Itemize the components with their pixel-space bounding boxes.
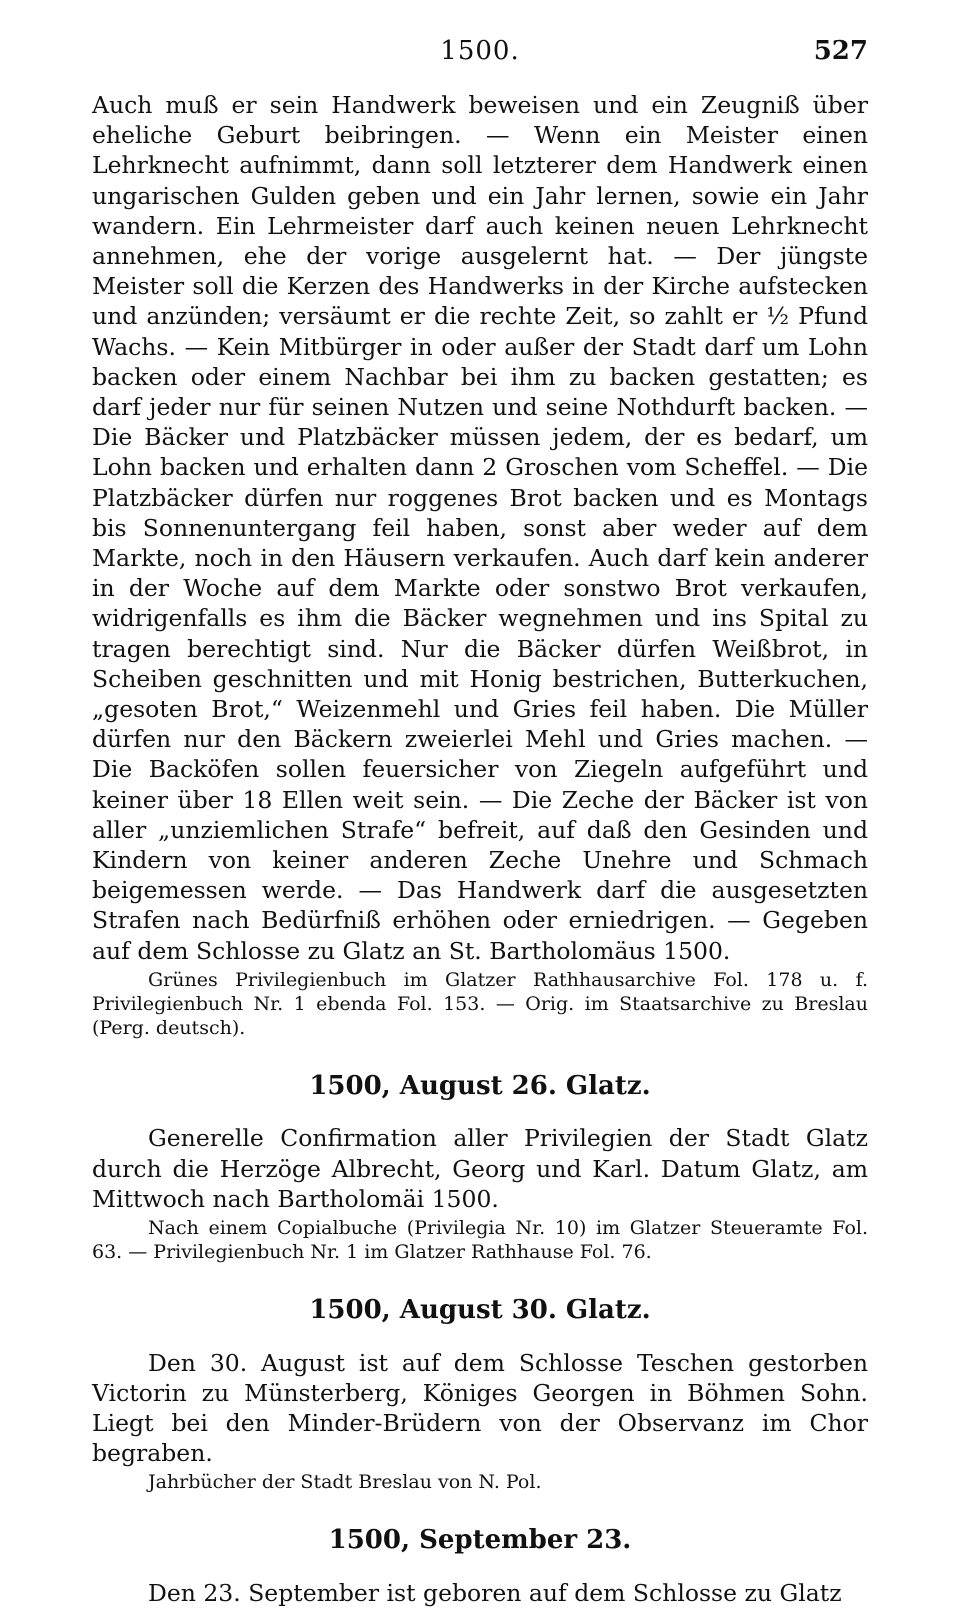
running-head-year: 1500.: [440, 36, 520, 66]
entry-august-26: [92, 1070, 868, 1264]
entry-august-30: [92, 1294, 868, 1494]
entry-heading: 1500, August 26. Glatz.: [309, 1070, 651, 1101]
entry-text: Den 30. August ist auf dem Schlosse Teschen gestorben Victorin zu Münsterberg, Königes Georgen in Böhmen Sohn. Liegt bei den Minder-Brüdern von der Observanz im Chor begraben.: [92, 1348, 868, 1468]
entry-source-note: Nach einem Copialbuche (Privilegia Nr. 10) im Glatzer Steueramte Fol. 63. — Privilegienbuch Nr. 1 im Glatzer Rathhause Fol. 76.: [92, 1217, 868, 1264]
entry-heading: 1500, August 30. Glatz.: [309, 1295, 651, 1326]
entry-text: Generelle Confirmation aller Privilegien der Stadt Glatz durch die Herzöge Albrecht, Georg und Karl. Datum Glatz, am Mittwoch nach Bartholomäi 1500.: [92, 1124, 868, 1213]
entry-september-23: [92, 1524, 868, 1608]
continuation-source-note: Grünes Privilegienbuch im Glatzer Rathhausarchive Fol. 178 u. f. Privilegienbuch Nr. 1 ebenda Fol. 153. — Orig. im Staatsarchive zu Breslau (Perg. deutsch).: [92, 968, 868, 1039]
continuation-paragraph: Auch muß er sein Handwerk beweisen und ein Zeugniß über eheliche Geburt beibringen. — Wenn ein Meister einen Lehrknecht aufnimmt, dann soll letzterer dem Handwerk einen ungarischen Gulden geben und ein Jahr lernen, sowie ein Jahr wandern. Ein Lehrmeister darf auch keinen neuen Lehrknecht annehmen, ehe der vorige ausgelernt hat. — Der jüngste Meister soll die Kerzen des Handwerks in der Kirche aufstecken und anzünden; versäumt er die rechte Zeit, so zahlt er ½ Pfund Wachs. — Kein Mitbürger in oder außer der Stadt darf um Lohn backen oder einem Nachbar bei ihm zu backen gestatten; es darf jeder nur für seinen Nutzen und seine Nothdurft backen. — Die Bäcker und Platzbäcker müssen jedem, der es bedarf, um Lohn backen und erhalten dann 2 Groschen vom Scheffel. — Die Platzbäcker dürfen nur roggenes Brot backen und es Montags bis Sonnenuntergang feil haben, sonst aber weder auf dem Markte, noch in den Häusern verkaufen. Auch darf kein anderer in der Woche auf dem Markte oder sonstwo Brot verkaufen, widrigenfalls es ihm die Bäcker wegnehmen und ins Spital zu tragen berechtigt sind. Nur die Bäcker dürfen Weißbrot, in Scheiben geschnitten und mit Honig bestrichen, Butterkuchen, „gesoten Brot,“ Weizenmehl und Gries feil haben. Die Müller dürfen nur den Bäckern zweierlei Mehl und Gries machen. — Die Backöfen sollen feuersicher von Ziegeln aufgeführt und keiner über 18 Ellen weit sein. — Die Zeche der Bäcker ist von aller „unziemlichen Strafe“ befreit, auf daß den Gesinden und Kindern von keiner anderen Zeche Unehre und Schmach beigemessen werde. — Das Handwerk darf die ausgesetzten Strafen nach Bedürfniß erhöhen oder erniedrigen. — Gegeben auf dem Schlosse zu Glatz an St. Bartholomäus 1500.: [92, 91, 868, 965]
running-head: [92, 36, 868, 76]
entry-text: Den 23. September ist geboren auf dem Schlosse zu Glatz: [148, 1579, 842, 1608]
page-number: 527: [813, 36, 868, 66]
entry-source-note: Jahrbücher der Stadt Breslau von N. Pol.: [148, 1471, 542, 1494]
entry-heading: 1500, September 23.: [328, 1525, 632, 1556]
book-page: [92, 36, 868, 1608]
